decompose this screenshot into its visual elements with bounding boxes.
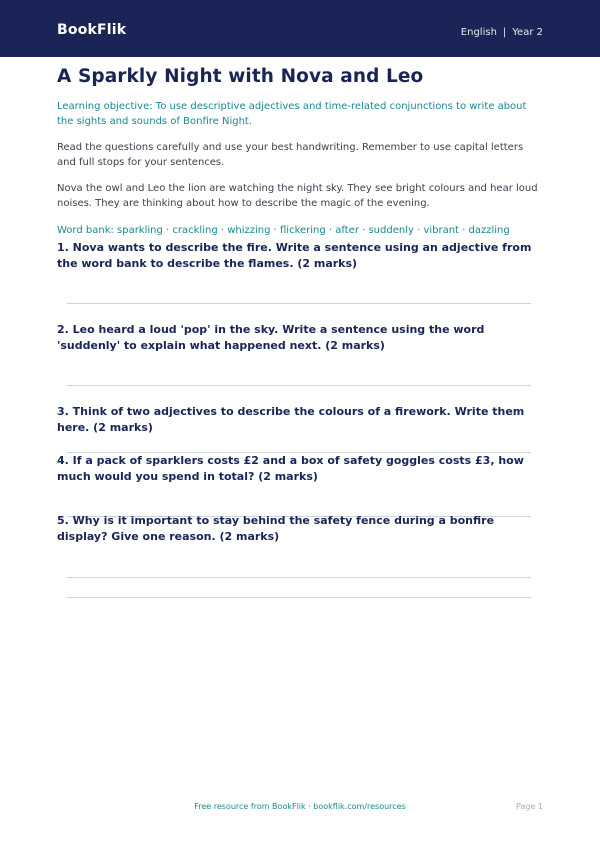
footer-source: Free resource from BookFlik · bookflik.com/resources xyxy=(194,802,406,811)
brand-logo: BookFlik xyxy=(57,22,127,38)
question-2: 2. Leo heard a loud 'pop' in the sky. Write a sentence using the word 'suddenly' to explain what happened next. (2 marks) xyxy=(57,323,485,352)
question-3: 3. Think of two adjectives to describe the colours of a firework. Write them here. (2 marks) xyxy=(57,405,525,434)
meta-separator: | xyxy=(502,27,507,38)
subject-label: English xyxy=(460,27,497,38)
answer-line-1[interactable] xyxy=(67,303,531,304)
answer-line-5a[interactable] xyxy=(67,577,531,578)
page-number: Page 1 xyxy=(516,802,543,811)
question-5: 5. Why is it important to stay behind the safety fence during a bonfire display? Give one reason. (2 marks) xyxy=(57,514,495,543)
subject-year xyxy=(461,27,543,38)
page-title: A Sparkly Night with Nova and Leo xyxy=(57,66,424,87)
question-4: 4. If a pack of sparklers costs £2 and a box of safety goggles costs £3, how much would you spend in total? (2 marks) xyxy=(57,454,524,483)
learning-objective: Learning objective: To use descriptive adjectives and time-related conjunctions to write about the sights and sounds of Bonfire Night. xyxy=(57,101,527,127)
instructions: Read the questions carefully and use your best handwriting. Remember to use capital letters and full stops for your sentences. xyxy=(57,142,524,168)
year-label: Year 2 xyxy=(512,27,543,38)
header-bar xyxy=(0,0,600,57)
worksheet-intro xyxy=(57,66,543,238)
answer-line-5b[interactable] xyxy=(67,597,531,598)
word-bank: Word bank: sparkling · crackling · whizzing · flickering · after · suddenly · vibrant · dazzling xyxy=(57,225,510,236)
story-text: Nova the owl and Leo the lion are watching the night sky. They see bright colours and hear loud noises. They are thinking about how to describe the magic of the evening. xyxy=(57,183,538,209)
answer-line-2[interactable] xyxy=(67,385,531,386)
question-1: 1. Nova wants to describe the fire. Write a sentence using an adjective from the word bank to describe the flames. (2 marks) xyxy=(57,241,532,270)
